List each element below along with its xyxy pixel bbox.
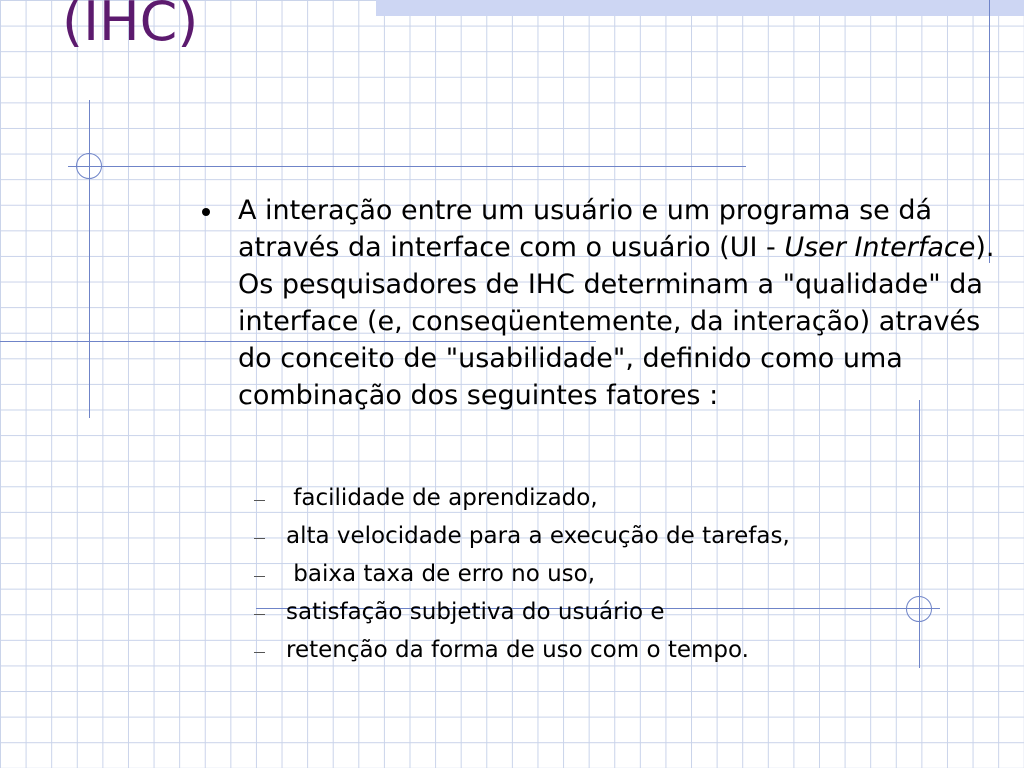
factor-text: alta velocidade para a execução de tarefas, <box>286 523 790 549</box>
dash-bullet-icon <box>254 500 265 501</box>
list-item <box>250 555 1010 593</box>
factor-text: satisfação subjetiva do usuário e <box>286 599 665 625</box>
list-item <box>250 479 1010 517</box>
paragraph-text-end: ). Os pesquisadores de IHC determinam a "qualidade" da interface (e, conseqüentemente, da interação) através do conceito de "usabilidade", definido como uma combinação dos seguintes fatores : <box>238 232 995 411</box>
bullet-dot-icon <box>202 208 210 216</box>
dash-bullet-icon <box>254 652 265 653</box>
slide-title: (IHC) <box>62 0 199 53</box>
decor-horizontal-line <box>68 166 746 167</box>
list-item <box>250 593 1010 631</box>
top-accent-bar <box>376 0 1024 16</box>
dash-bullet-icon <box>254 576 265 577</box>
decor-vertical-line <box>89 100 90 418</box>
factor-text: baixa taxa de erro no uso, <box>286 561 596 587</box>
factor-text: facilidade de aprendizado, <box>286 485 598 511</box>
list-item <box>250 517 1010 555</box>
dash-bullet-icon <box>254 538 265 539</box>
factor-text: retenção da forma de uso com o tempo. <box>286 637 749 663</box>
factor-list <box>200 479 1010 669</box>
list-item <box>250 631 1010 669</box>
paragraph-text-start: A interação entre um usuário e um programa se dá através da interface com o usuário (UI - <box>238 195 933 263</box>
dash-bullet-icon <box>254 614 265 615</box>
decor-circle <box>76 153 102 179</box>
paragraph-emphasis: User Interface <box>784 232 976 263</box>
bullet-item <box>200 192 1010 414</box>
slide-body <box>200 192 1010 669</box>
